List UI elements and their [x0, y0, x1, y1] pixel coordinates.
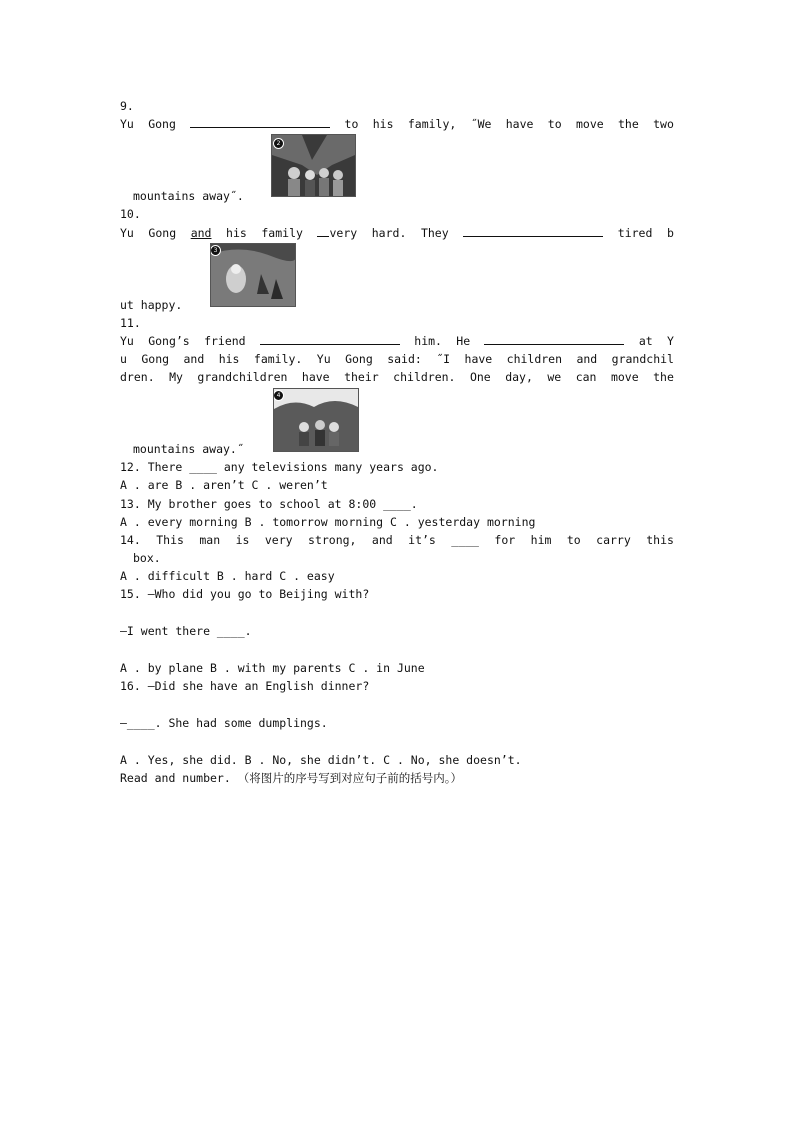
- q11-blank-2[interactable]: [484, 333, 624, 345]
- q9-line2: mountains away˝.: [133, 189, 244, 203]
- q9-number: 9.: [120, 99, 134, 113]
- q9-picture-badge: 2: [273, 138, 284, 149]
- q11-line2: u Gong and his family. Yu Gong said: ˝I have children and grandchil: [120, 352, 674, 366]
- q15-question: 15. —Who did you go to Beijing with?: [120, 587, 370, 601]
- q10-line2: ut happy.: [120, 298, 183, 312]
- q11-picture-badge: 4: [273, 390, 284, 401]
- q13-question: 13. My brother goes to school at 8:00 ____.: [120, 497, 418, 511]
- q9-blank[interactable]: [190, 116, 330, 128]
- q15-options: A . by plane B . with my parents C . in June: [120, 661, 425, 675]
- q11-line1: Yu Gong’s friend him. He at Y: [120, 334, 674, 348]
- q10-picture-badge: 3: [210, 245, 221, 256]
- q10-line1: Yu Gong and his family very hard. They tired b: [120, 226, 674, 240]
- q9-line1: Yu Gong to his family, ˝We have to move the two: [120, 117, 674, 131]
- q16-question: 16. —Did she have an English dinner?: [120, 679, 370, 693]
- q14-question-end: box.: [133, 551, 161, 565]
- q13-options: A . every morning B . tomorrow morning C . yesterday morning: [120, 515, 536, 529]
- q14-options: A . difficult B . hard C . easy: [120, 569, 335, 583]
- q10-number: 10.: [120, 207, 141, 221]
- read-and-number-instruction: Read and number. （将图片的序号写到对应句子前的括号内。）: [120, 771, 462, 785]
- q12-question: 12. There ____ any televisions many years ago.: [120, 460, 439, 474]
- q11-blank-1[interactable]: [260, 333, 400, 345]
- q14-question: 14. This man is very strong, and it’s ____ for him to carry this: [120, 533, 674, 547]
- q11-line4: mountains away.˝: [133, 442, 244, 456]
- q16-options: A . Yes, she did. B . No, she didn’t. C . No, she doesn’t.: [120, 753, 522, 767]
- q10-blank-1[interactable]: [317, 225, 329, 237]
- q11-number: 11.: [120, 316, 141, 330]
- q16-answer: —____. She had some dumplings.: [120, 716, 328, 730]
- q11-line3: dren. My grandchildren have their children. One day, we can move the: [120, 370, 674, 384]
- q15-answer: —I went there ____.: [120, 624, 252, 638]
- q12-options: A . are B . aren’t C . weren’t: [120, 478, 328, 492]
- q10-blank-2[interactable]: [463, 225, 603, 237]
